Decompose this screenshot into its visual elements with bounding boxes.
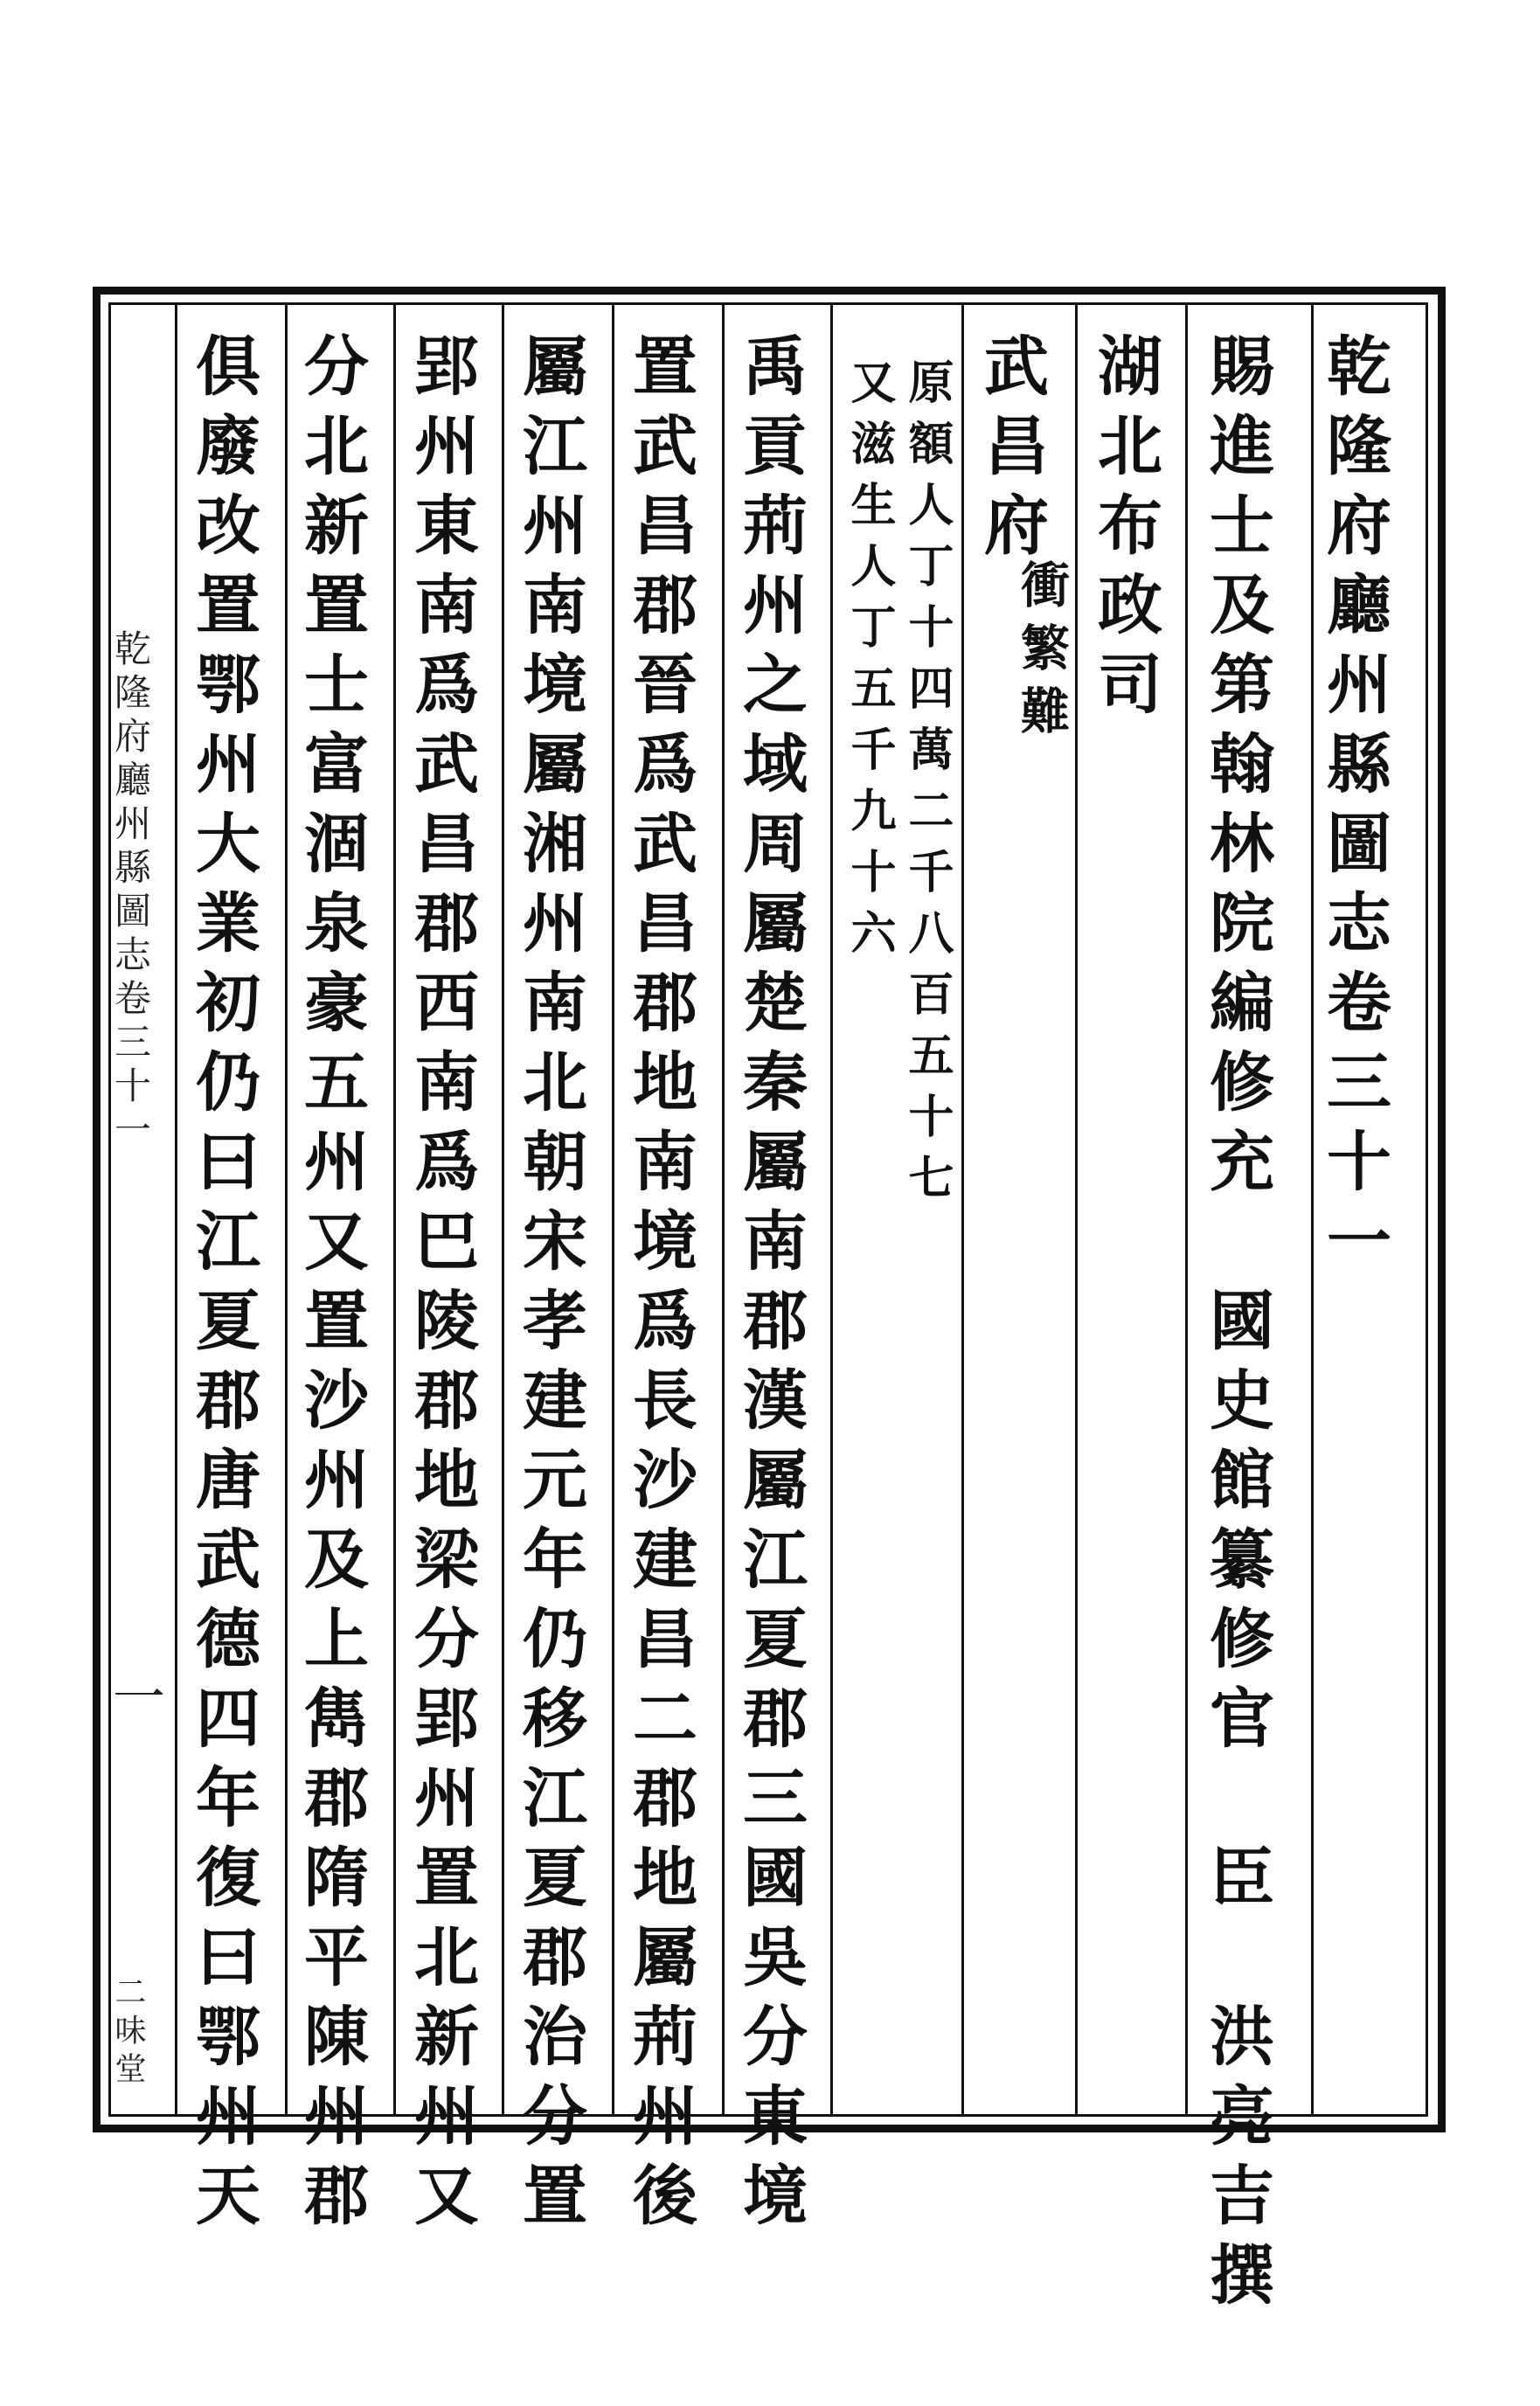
column-rule xyxy=(502,302,504,2117)
column-rule xyxy=(1185,302,1188,2117)
column-rule xyxy=(722,302,725,2117)
column-rule xyxy=(1311,302,1314,2117)
column-rule xyxy=(1075,302,1078,2117)
population-original: 原額人丁十四萬二千八百五十七 xyxy=(900,358,954,1215)
body-line: 屬江州南境屬湘州南北朝宋孝建元年仍移江夏郡治分置 xyxy=(512,332,587,2241)
page-number: 一 xyxy=(104,1669,165,1729)
author-line: 賜進士及第翰林院編修充 國史館纂修官 臣 洪亮吉撰 xyxy=(1199,332,1274,2320)
province-heading: 湖北布政司 xyxy=(1087,332,1162,730)
volume-title: 乾隆府廳州縣圖志卷三十一 xyxy=(1316,332,1391,1286)
column-rule xyxy=(961,302,964,2117)
population-added: 又滋生人丁五千九十六 xyxy=(843,358,896,970)
body-line: 郢州東南爲武昌郡西南爲巴陵郡地梁分郢州置北新州又 xyxy=(404,332,479,2241)
body-line: 分北新置士富涸泉豪五州又置沙州及上雋郡隋平陳州郡 xyxy=(294,332,369,2241)
prefecture-heading: 武昌府 xyxy=(974,332,1049,571)
column-rule xyxy=(830,302,833,2117)
column-rule xyxy=(393,302,396,2117)
column-rule xyxy=(175,302,177,2117)
column-rule xyxy=(285,302,288,2117)
body-line: 禹貢荊州之域周屬楚秦屬南郡漢屬江夏郡三國吳分東境 xyxy=(732,332,808,2241)
prefecture-note: 衝繁難 xyxy=(1013,559,1071,748)
column-rule xyxy=(612,302,614,2117)
body-line: 俱廢改置鄂州大業初仍曰江夏郡唐武德四年復曰鄂州天 xyxy=(185,332,260,2241)
studio-name: 二味堂 xyxy=(110,1975,146,2091)
body-line: 置武昌郡晉爲武昌郡地南境爲長沙建昌二郡地屬荊州後 xyxy=(622,332,697,2241)
running-title: 乾隆府廳州縣圖志卷三十一 xyxy=(109,629,152,1154)
